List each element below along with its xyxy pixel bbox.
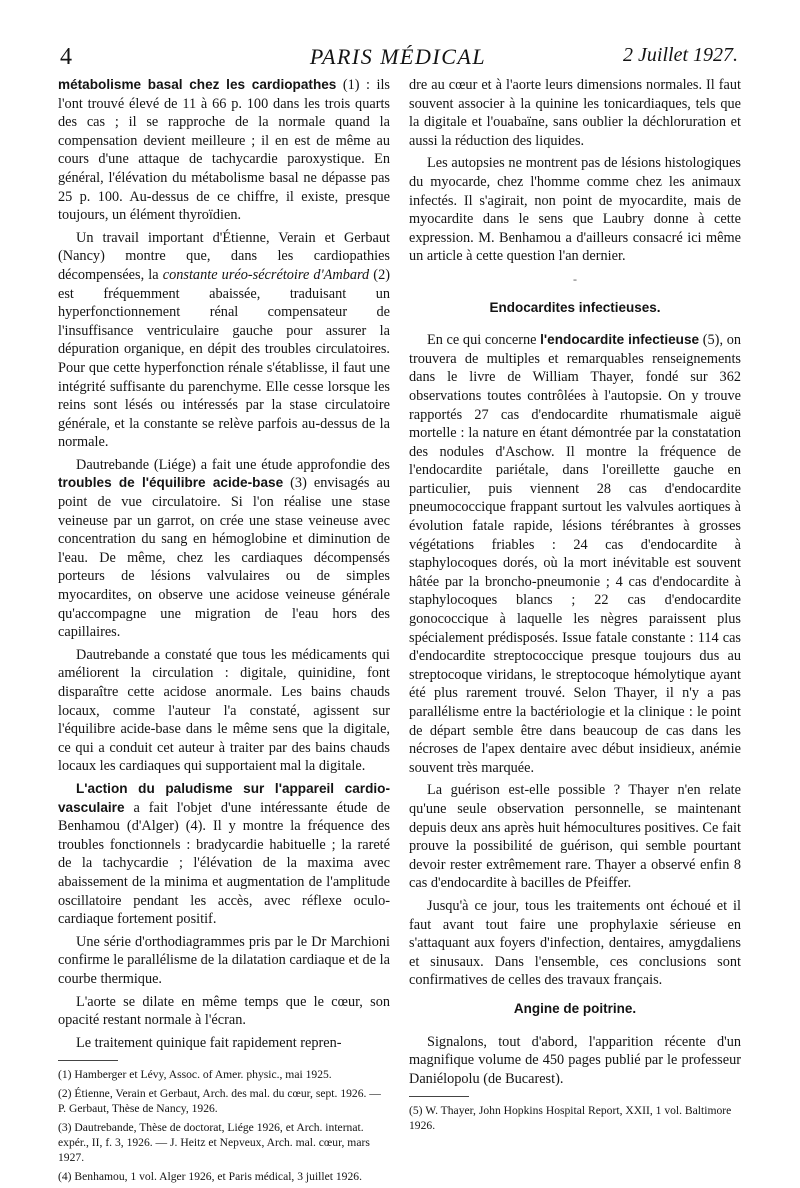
separator-mark: - xyxy=(573,271,577,286)
footnote-divider xyxy=(58,1060,118,1061)
footnote: (3) Dautrebande, Thèse de doctorat, Liége 1926, et Arch. internat. expér., II, f. 3, 1926. — J. Heitz et Nepveux, Arch. mal. cœur, mars 1927. xyxy=(58,1121,370,1165)
paragraph: L'aorte se dilate en même temps que le cœur, son opacité restant normale à l'écran. xyxy=(58,993,390,1029)
paragraph: Le traitement quinique fait rapidement repren- xyxy=(76,1034,342,1051)
bold-phrase: troubles de l'équilibre acide-base xyxy=(58,475,284,491)
page-header xyxy=(58,44,738,74)
section-heading: Angine de poitrine. xyxy=(513,1000,637,1016)
paragraph: L'action du paludisme sur l'appareil cardio-vasculaire a fait l'objet d'une intéressante étude de Benhamou (d'Alger) (4). Il y montre la fréquence des troubles fonctionnels : bradycardie habituelle ; la rareté de la tachycardie ; l'élévation de la maxima avec abaissement de la minima et augmentation de l'amplitude oscillatoire pendant les accès, avec réflexe oculo-cardiaque fortement positif. xyxy=(58,780,390,928)
bold-phrase: métabolisme basal chez les cardiopathes xyxy=(58,77,337,92)
section-heading: Endocardites infectieuses. xyxy=(489,299,661,315)
paragraph: métabolisme basal chez les cardiopathes (1) : ils l'ont trouvé élevé de 11 à 66 p. 100 dans les trois quarts des cas ; il se rapproche de la normale quand la compensation devient meilleure ; il en est de même au cours d'une attaque de tachycardie paroxystique. En général, l'élévation du métabolisme basal ne dépasse pas 25 p. 100. Au-dessus de ce chiffre, il existe, presque toujours, un élément thyroïdien. xyxy=(58,77,391,224)
footnote: (2) Étienne, Verain et Gerbaut, Arch. des mal. du cœur, sept. 1926. — P. Gerbaut, Thèse de Nancy, 1926. xyxy=(58,1087,381,1116)
footnote: (4) Benhamou, 1 vol. Alger 1926, et Paris médical, 3 juillet 1926. xyxy=(58,1170,362,1184)
journal-title: PARIS MÉDICAL xyxy=(309,44,487,69)
page-number: 4 xyxy=(60,44,72,70)
paragraph: Dautrebande a constaté que tous les médicaments qui améliorent la circulation : digitale, quinidine, font disparaître cette acidose anormale. Les bains chauds locaux, comme l'auteur l'a constaté, agissent sur l'équilibre acide-base dans le même sens que la digitale, ce qui a conduit cet auteur à traiter par des bains chauds locaux les cardiaques qui supportaient mal la digitale. xyxy=(58,646,390,775)
paragraph: Signalons, tout d'abord, l'apparition récente d'un magnifique volume de 450 pages publié par le professeur Daniélopolu (de Bucarest). xyxy=(409,1033,741,1087)
paragraph: dre au cœur et à l'aorte leurs dimensions normales. Il faut souvent associer à la quinine les tonicardiaques, tels que la digitale et l'ouabaïne, sans oublier la déchloruration et aussi la réduction des liquides. xyxy=(409,77,741,149)
footnote-divider xyxy=(409,1096,469,1097)
paragraph: En ce qui concerne l'endocardite infectieuse (5), on trouvera de multiples et remarquables renseignements dans le livre de William Thayer, fondé sur 362 observations toutes contrôlées à l'autopsie. On y trouve rapportés 27 cas d'endocardite rhumatismale aiguë mortelle : la nature en étant démontrée par la constatation des nodules d'Aschow. Il montre la fréquence de l'endocardite pariétale, dans l'oreillette gauche en particulier, puis viennent 28 cas d'endocardite pneumococcique frappant surtout les valvules aortiques à évolution fatale rapide, lésions térébrantes à grosses végétations friables : 24 cas d'endocardite à staphylocoques dorés, où la mort inévitable est souvent hâtée par la broncho-pneumonie ; 4 cas d'endocardite à staphylocoques blancs ; 22 cas d'endocardite gonococcique à laquelle les nègres paraissent plus spécialement prédisposés. Issue fatale constante : 114 cas d'endocardite streptococcique presque toujours dus au streptocoque viridans, le streptocoque hémolytique ayant été plus rarement trouvé. Selon Thayer, il n'y a pas parallélisme entre la bactériologie et la clinique : le point de départ semble être dans beaucoup de cas dans les nécroses de l'apex dentaire avec début insidieux, anémie souvent très marquée. xyxy=(409,332,741,776)
bold-phrase: l'endocardite infectieuse xyxy=(540,332,700,348)
footnote: (1) Hamberger et Lévy, Assoc. of Amer. physic., mai 1925. xyxy=(58,1068,332,1082)
left-column xyxy=(58,76,390,1188)
issue-date: 2 Juillet 1927. xyxy=(623,44,738,66)
paragraph: Jusqu'à ce jour, tous les traitements ont échoué et il faut avant tout faire une prophylaxie sérieuse en s'attaquant aux foyers d'infection, dentaires, amygdaliens et sinusaux. Dans l'ensemble, ces conclusions sont confirmatives de celles des travaux français. xyxy=(409,897,741,989)
paragraph: Une série d'orthodiagrammes pris par le Dr Marchioni confirme le parallélisme de la dilatation cardiaque et de la courbe thermique. xyxy=(58,933,390,987)
paragraph: Les autopsies ne montrent pas de lésions histologiques du myocarde, chez l'homme comme chez les animaux infectés. Il s'agirait, non point de myocardite, mais de myocardite dans le sens que Laubry donne à cette expression. M. Benhamou a d'ailleurs consacré ici même un article à cette question l'an dernier. xyxy=(409,155,741,265)
italic-phrase: constante uréo-sécrétoire d'Ambard xyxy=(162,266,370,283)
paragraph: Un travail important d'Étienne, Verain et Gerbaut (Nancy) montre que, dans les cardiopathies décompensées, la constante uréo-sécrétoire d'Ambard (2) est fréquemment abaissée, traduisant un hyperfonctionnement rénal compensateur de l'insuffisance ventriculaire gauche pour assurer la dépuration organique, en dépit des troubles circulatoires. Pour que cette hyperfonction rénale s'établisse, il faut une intégrité suffisante du parenchyme. Elle cesse lorsque les reins sont lésés ou intéressés par la stase circulatoire générale, et la constante se relève parfois au-dessus de la normale. xyxy=(58,229,390,451)
bold-phrase: L'action du paludisme sur l'appareil cardio-vasculaire xyxy=(58,780,390,815)
footnote: (5) W. Thayer, John Hopkins Hospital Report, XXII, 1 vol. Baltimore 1926. xyxy=(409,1104,732,1133)
paragraph: La guérison est-elle possible ? Thayer n'en relate qu'une seule observation personnelle, se maintenant depuis deux ans après huit hémocultures positives. Ce fait prouve la possibilité de guérison, qui semble pourtant devoir rester extrêmement rare. Thayer a observé enfin 8 cas d'endocardite à bacilles de Pfeiffer. xyxy=(409,782,741,892)
paragraph: Dautrebande (Liége) a fait une étude approfondie des troubles de l'équilibre acide-base (3) envisagés au point de vue circulatoire. Si l'on réalise une stase veineuse par un garrot, on crée une stase veineuse avec concentration du sang en hémoglobine et diminution de l'eau. De même, chez les cardiaques décompensés porteurs de lésions valvulaires ou de simples myocardites, on observe une acidose veineuse générale qu'accompagne une migration de l'eau hors des capillaires. xyxy=(58,456,390,641)
right-column xyxy=(409,76,741,1137)
